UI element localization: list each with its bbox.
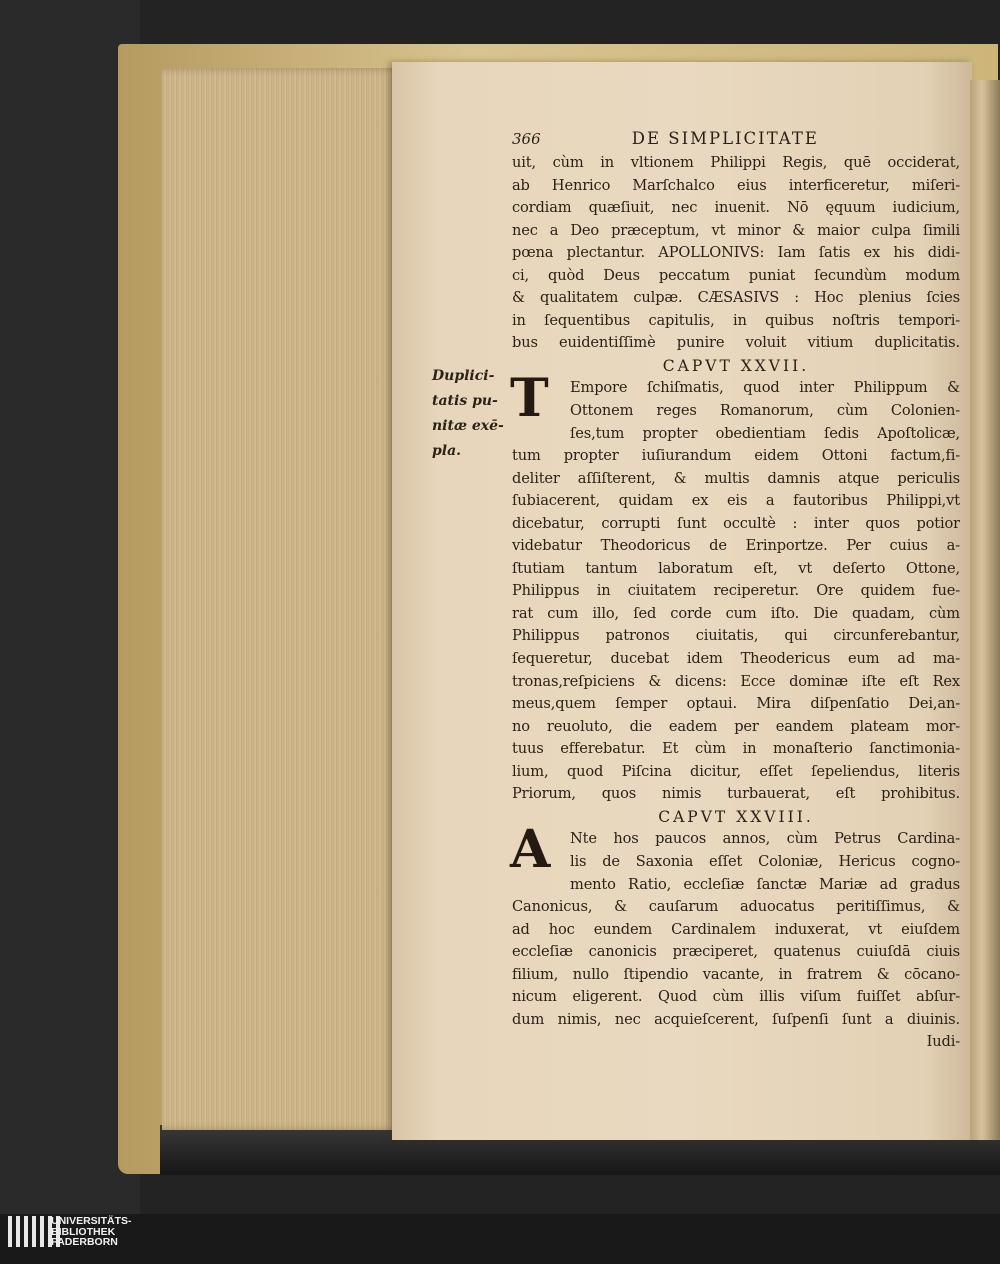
text-line: in ſequentibus capitulis, in quibus noſtris tempori-: [512, 311, 960, 329]
marginal-note-line: nitæ exē-: [432, 418, 504, 434]
text-line: bus euidentiſſimè punire voluit vitium duplicitatis.: [512, 334, 960, 352]
text-line: ſequeretur, ducebat idem Theodericus eum ad ma-: [512, 650, 960, 668]
text-line: tum propter iuſiurandum eidem Ottoni factum,fi-: [512, 447, 960, 465]
text-line: nicum eligerent. Quod cùm illis viſum fuiſſet abſur-: [512, 988, 960, 1006]
marginal-note-line: tatis pu-: [432, 393, 498, 409]
running-header: [512, 128, 960, 152]
library-name: [51, 1216, 132, 1248]
text-line: ſubiacerent, quidam ex eis a fautoribus Philippi,vt: [512, 492, 960, 510]
drop-cap: T: [510, 368, 549, 430]
marginal-note-line: Duplici-: [432, 368, 495, 384]
text-line: videbatur Theodoricus de Erinportze. Per cuius a-: [512, 537, 960, 555]
text-block: [512, 128, 960, 1054]
text-line: Philippus in ciuitatem reciperetur. Ore quidem fue-: [512, 582, 960, 600]
paragraph-continuation: [512, 152, 960, 355]
text-line: nec a Deo præceptum, vt minor & maior culpa ſimili: [512, 221, 960, 239]
library-name-line: UNIVERSITÄTS-: [51, 1215, 132, 1227]
chapter-28-opening: [510, 819, 960, 896]
text-line: rat cum illo, ſed corde cum iſto. Die quadam, cùm: [512, 604, 960, 622]
text-line: tronas,reſpiciens & dicens: Ecce dominæ iſte eſt Rex: [512, 672, 960, 690]
text-line: Philippus patronos ciuitatis, qui circunferebantur,: [512, 627, 960, 645]
chapter-heading-27: CAPVT XXVII.: [662, 356, 810, 375]
text-line: mento Ratio, eccleſiæ ſanctæ Mariæ ad gradus: [570, 875, 960, 893]
text-line: & qualitatem culpæ. CÆSASIVS : Hoc plenius ſcies: [512, 289, 960, 307]
text-line: tuus efferebatur. Et cùm in monaſterio ſanctimonia-: [512, 740, 960, 758]
text-line: cordiam quæſiuit, nec inuenit. Nō ęquum iudicium,: [512, 199, 960, 217]
text-line: deliter aſſiſterent, & multis damnis atque periculis: [512, 469, 960, 487]
text-line: filium, nullo ſtipendio vacante, in fratrem & cōcano-: [512, 965, 960, 983]
text-line: Ottonem reges Romanorum, cùm Colonien-: [570, 402, 960, 420]
footer-bar: [0, 1214, 1000, 1264]
text-line: dicebatur, corrupti ſunt occultè : inter quos potior: [512, 514, 960, 532]
text-line: ſtutiam tantum laboratum eſt, vt deſerto Ottone,: [512, 559, 960, 577]
text-line: ci, quòd Deus peccatum puniat ſecundùm modum: [512, 266, 960, 284]
catchword: Iudi-: [926, 1033, 960, 1051]
library-name-line: PADERBORN: [51, 1236, 118, 1248]
page-stack-edge: [162, 68, 400, 1130]
facing-page-edge: [970, 80, 1000, 1140]
page-number: 366: [512, 130, 541, 148]
chapter-28-body: [512, 896, 960, 1031]
text-line: dum nimis, nec acquieſcerent, ſuſpenſi ſunt a diuinis.: [512, 1010, 960, 1028]
chapter-27-body: [512, 445, 960, 806]
chapter-27-opening: [510, 368, 960, 445]
text-line: meus,quem ſemper optaui. Mira diſpenſatio Dei,an-: [512, 695, 960, 713]
text-line: lium, quod Piſcina dicitur, eſſet ſepeliendus, literis: [512, 762, 960, 780]
text-line: ab Henrico Marſchalco eius interficeretur, miſeri-: [512, 176, 960, 194]
text-line: pœna plectantur. APOLLONIVS: Iam ſatis ex his didi-: [512, 244, 960, 262]
text-line: uit, cùm in vltionem Philippi Regis, quē occiderat,: [512, 154, 960, 171]
text-line: ad hoc eundem Cardinalem induxerat, vt eiuſdem: [512, 920, 960, 938]
text-line: Priorum, quos nimis turbauerat, eſt prohibitus.: [512, 785, 960, 803]
marginal-note: [432, 364, 512, 464]
text-line: lis de Saxonia eſſet Coloniæ, Hericus cogno-: [570, 852, 960, 870]
chapter-heading-28: CAPVT XXVIII.: [658, 807, 814, 826]
text-line: Nte hos paucos annos, cùm Petrus Cardina-: [570, 830, 960, 848]
text-line: Canonicus, & cauſarum aduocatus peritiſſimus, &: [512, 898, 960, 916]
marginal-note-line: pla.: [432, 443, 462, 459]
text-line: eccleſiæ canonicis præciperet, quatenus cuiuſdā ciuis: [512, 943, 960, 961]
text-line: ſes,tum propter obedientiam ſedis Apoſtolicæ,: [570, 424, 960, 442]
running-title: DE SIMPLICITATE: [631, 129, 819, 148]
text-line: Empore ſchiſmatis, quod inter Philippum &: [570, 379, 960, 397]
text-line: no reuoluto, die eadem per eandem plateam mor-: [512, 717, 960, 735]
library-name-line: BIBLIOTHEK: [51, 1225, 116, 1238]
drop-cap: A: [510, 819, 551, 881]
